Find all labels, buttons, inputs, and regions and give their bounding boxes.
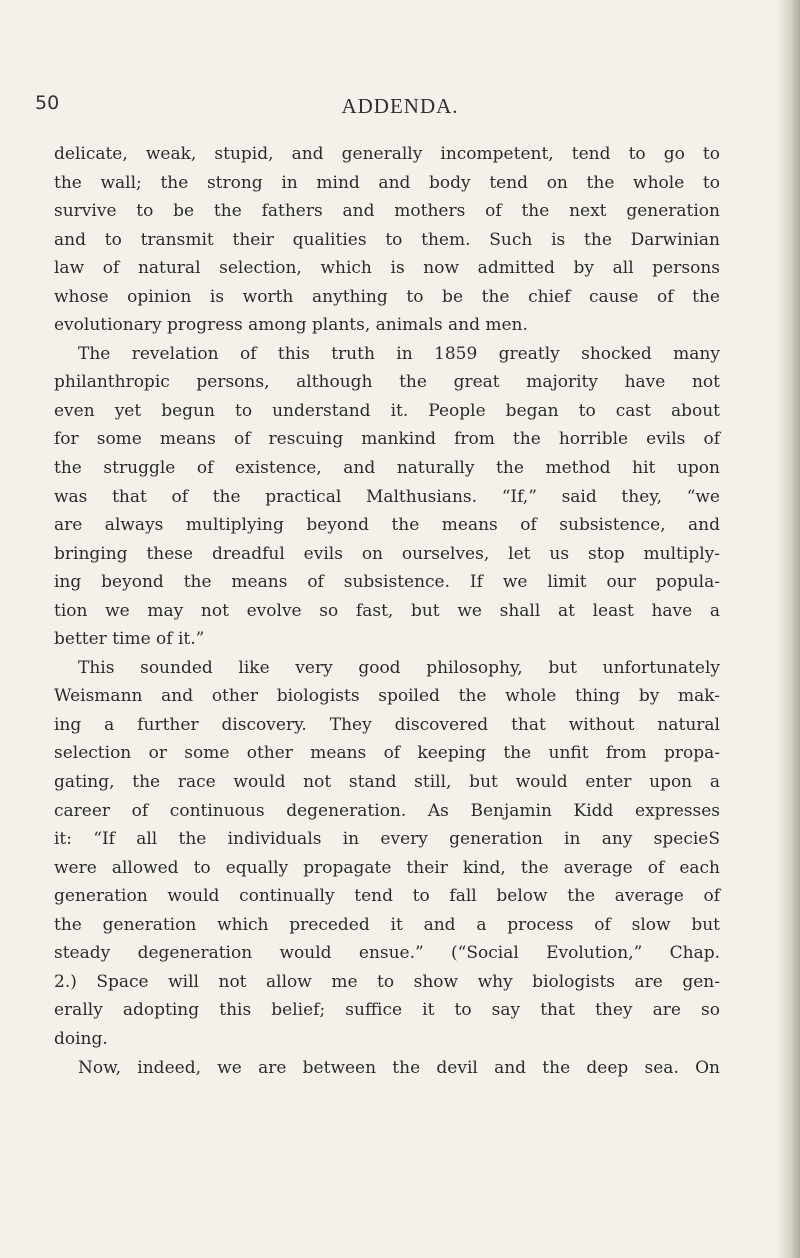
text-line: evolutionary progress among plants, animals and men. xyxy=(54,315,528,336)
page-number: 50 xyxy=(35,92,60,114)
text-line: ing a further discovery. They discovered that without natural xyxy=(54,714,720,735)
body-text xyxy=(54,140,720,1082)
text-line: and to transmit their qualities to them. Such is the Darwinian xyxy=(54,229,720,250)
text-line: was that of the practical Malthusians. “If,” said they, “we xyxy=(54,486,720,507)
page-edge-shadow xyxy=(776,0,800,1258)
text-line: philanthropic persons, although the great majority have not xyxy=(54,372,720,393)
text-line: doing. xyxy=(54,1028,108,1049)
text-line: steady degeneration would ensue.” (“Social Evolution,” Chap. xyxy=(54,943,720,964)
text-line: the generation which preceded it and a process of slow but xyxy=(54,914,720,935)
text-line: This sounded like very good philosophy, but unfortunately xyxy=(78,657,720,678)
text-line: it: “If all the individuals in every generation in any specieS xyxy=(54,829,720,850)
text-line: law of natural selection, which is now admitted by all persons xyxy=(54,258,720,279)
text-line: erally adopting this belief; suffice it to say that they are so xyxy=(54,1000,720,1021)
text-line: generation would continually tend to fall below the average of xyxy=(54,886,720,907)
text-line: ing beyond the means of subsistence. If we limit our popula- xyxy=(54,572,720,593)
text-line: selection or some other means of keeping the unfit from propa- xyxy=(54,743,720,764)
running-head: ADDENDA. xyxy=(341,94,459,118)
text-line: Now, indeed, we are between the devil and the deep sea. On xyxy=(78,1057,720,1078)
text-line: the struggle of existence, and naturally the method hit upon xyxy=(54,458,720,479)
text-line: Weismann and other biologists spoiled the whole thing by mak- xyxy=(54,686,720,707)
text-line: were allowed to equally propagate their kind, the average of each xyxy=(54,857,720,878)
text-line: delicate, weak, stupid, and generally incompetent, tend to go to xyxy=(54,144,720,164)
text-line: bringing these dreadful evils on ourselves, let us stop multiply- xyxy=(54,543,720,564)
text-line: survive to be the fathers and mothers of the next generation xyxy=(54,201,720,222)
text-line: even yet begun to understand it. People began to cast about xyxy=(54,400,720,421)
text-line: The revelation of this truth in 1859 greatly shocked many xyxy=(78,343,720,364)
text-line: 2.) Space will not allow me to show why biologists are gen- xyxy=(54,971,720,992)
text-line: for some means of rescuing mankind from the horrible evils of xyxy=(54,429,720,450)
text-line: whose opinion is worth anything to be the chief cause of the xyxy=(54,286,720,307)
text-line: gating, the race would not stand still, but would enter upon a xyxy=(54,772,720,793)
text-line: better time of it.” xyxy=(54,629,205,650)
text-line: the wall; the strong in mind and body tend on the whole to xyxy=(54,172,720,193)
text-line: are always multiplying beyond the means of subsistence, and xyxy=(54,515,720,536)
text-line: tion we may not evolve so fast, but we shall at least have a xyxy=(54,600,720,621)
text-line: career of continuous degeneration. As Benjamin Kidd expresses xyxy=(54,800,720,821)
